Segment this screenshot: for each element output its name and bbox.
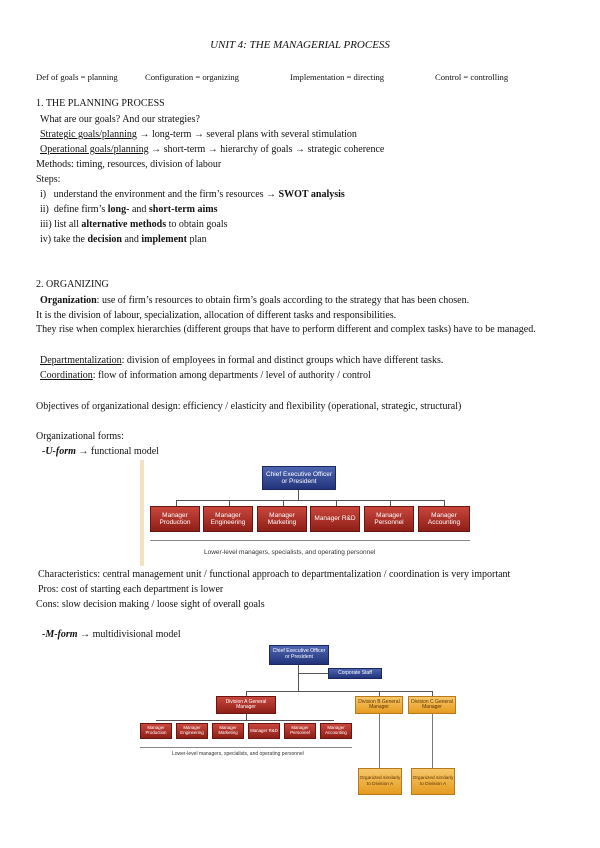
mform-division-b-organized: Organized similarly to Division A xyxy=(358,768,402,795)
steps-label: Steps: xyxy=(36,174,61,185)
mform-text: → multidivisional model xyxy=(77,629,181,640)
methods-line: Methods: timing, resources, division of labour xyxy=(36,159,222,170)
uform-subordinate-line xyxy=(150,540,470,541)
organization-text: : use of firm’s resources to obtain firm’s goals according to the strategy that has been chosen. xyxy=(96,295,470,306)
step-2-mid: and xyxy=(129,204,149,215)
objectives-line: Objectives of organizational design: efficiency / elasticity and flexibility (operational, strategic, structural) xyxy=(36,401,462,412)
mform-manager-accounting: Manager Accounting xyxy=(320,723,352,739)
mform-connector xyxy=(246,691,432,692)
division-line: It is the division of labour, specialization, allocation of different tasks and responsibilities. xyxy=(36,310,397,321)
chart-accent-bar xyxy=(140,460,144,566)
uform-text: → functional model xyxy=(75,446,159,457)
mform-connector xyxy=(379,714,380,768)
coordination-text: : flow of information among departments / level of authority / control xyxy=(92,370,371,381)
def-controlling: Control = controlling xyxy=(435,72,509,82)
mform-manager-rd: Manager R&D xyxy=(248,723,280,739)
step-4-mid: and xyxy=(121,234,142,245)
step-2-text: ii) define firm’s xyxy=(40,204,108,215)
departmentalization-text: : division of employees in formal and distinct groups which have different tasks. xyxy=(121,355,444,366)
mform-label: -M-form xyxy=(42,629,78,640)
mform-manager-production: Manager Production xyxy=(140,723,172,739)
coordination-label: Coordination xyxy=(40,370,93,381)
mform-manager-marketing: Manager Marketing xyxy=(212,723,244,739)
mform-ceo-box: Chief Executive Officer or President xyxy=(269,645,329,665)
page-title: UNIT 4: THE MANAGERIAL PROCESS xyxy=(210,39,390,51)
uform-connector xyxy=(298,490,299,500)
strategic-goals-line xyxy=(40,128,357,143)
step-2-bold-1: long- xyxy=(107,204,130,215)
planning-heading: 1. THE PLANNING PROCESS xyxy=(36,98,165,109)
operational-goals-label: Operational goals/planning xyxy=(40,144,149,155)
planning-question: What are our goals? And our strategies? xyxy=(40,114,200,125)
mform-connector xyxy=(432,714,433,768)
uform-manager-accounting: Manager Accounting xyxy=(418,506,470,532)
uform-connector xyxy=(176,500,444,501)
rise-paragraph: They rise when complex hierarchies (different groups that have to perform different and complex tasks) have to be managed. xyxy=(36,324,536,335)
uform-caption: Lower-level managers, specialists, and operating personnel xyxy=(204,549,376,556)
step-1 xyxy=(40,188,345,203)
step-3 xyxy=(40,218,228,233)
coordination-line xyxy=(40,369,371,384)
mform-subordinate-line xyxy=(140,747,352,748)
organization-line xyxy=(40,294,469,309)
uform-manager-production: Manager Production xyxy=(150,506,200,532)
step-4 xyxy=(40,233,207,248)
pros-line: Pros: cost of starting each department is lower xyxy=(38,584,224,595)
organizing-heading: 2. ORGANIZING xyxy=(36,279,109,290)
operational-goals-text: → short-term → hierarchy of goals → strategic coherence xyxy=(148,144,385,155)
step-4-post: plan xyxy=(186,234,207,245)
mform-connector xyxy=(298,665,299,691)
uform-manager-engineering: Manager Engineering xyxy=(203,506,253,532)
step-1-bold: SWOT analysis xyxy=(278,189,345,200)
org-forms-label: Organizational forms: xyxy=(36,431,124,442)
uform-ceo-box: Chief Executive Officer or President xyxy=(262,466,336,490)
def-planning: Def of goals = planning xyxy=(36,72,118,82)
step-1-text: i) understand the environment and the firm’s resources → xyxy=(40,189,279,200)
mform-line xyxy=(42,628,181,643)
mform-corporate-staff: Corporate Staff xyxy=(328,668,382,679)
mform-division-c-organized: Organized similarly to Division A xyxy=(411,768,455,795)
mform-manager-personnel: Manager Personnel xyxy=(284,723,316,739)
uform-line xyxy=(42,445,159,460)
characteristics-line: Characteristics: central management unit / functional approach to departmentalization / coordination is very important xyxy=(38,569,511,580)
uform-manager-rd: Manager R&D xyxy=(310,506,360,532)
mform-division-c: Division C General Manager xyxy=(408,696,456,714)
mform-division-b: Division B General Manager xyxy=(355,696,403,714)
departmentalization-line xyxy=(40,354,443,369)
uform-org-chart xyxy=(140,460,460,566)
step-3-bold: alternative methods xyxy=(81,219,167,230)
mform-connector xyxy=(156,720,334,721)
mform-org-chart xyxy=(136,643,462,803)
mform-connector xyxy=(298,673,328,674)
step-4-bold-2: implement xyxy=(141,234,187,245)
uform-manager-marketing: Manager Marketing xyxy=(257,506,307,532)
strategic-goals-label: Strategic goals/planning xyxy=(40,129,137,140)
step-3-post: to obtain goals xyxy=(166,219,228,230)
step-4-bold-1: decision xyxy=(87,234,122,245)
step-4-text: iv) take the xyxy=(40,234,88,245)
uform-manager-personnel: Manager Personnel xyxy=(364,506,414,532)
step-2 xyxy=(40,203,217,218)
mform-caption: Lower-level managers, specialists, and operating personnel xyxy=(172,751,304,757)
organization-label: Organization xyxy=(40,295,97,306)
strategic-goals-text: → long-term → several plans with several stimulation xyxy=(136,129,357,140)
step-2-bold-2: short-term aims xyxy=(148,204,218,215)
step-3-text: iii) list all xyxy=(40,219,82,230)
mform-manager-engineering: Manager Engineering xyxy=(176,723,208,739)
departmentalization-label: Departmentalization xyxy=(40,355,122,366)
mform-division-a: Division A General Manager xyxy=(216,696,276,714)
def-directing: Implementation = directing xyxy=(290,72,385,82)
cons-line: Cons: slow decision making / loose sight of overall goals xyxy=(36,599,265,610)
def-organizing: Configuration = organizing xyxy=(145,72,239,82)
uform-label: -U-form xyxy=(42,446,76,457)
operational-goals-line xyxy=(40,143,384,158)
